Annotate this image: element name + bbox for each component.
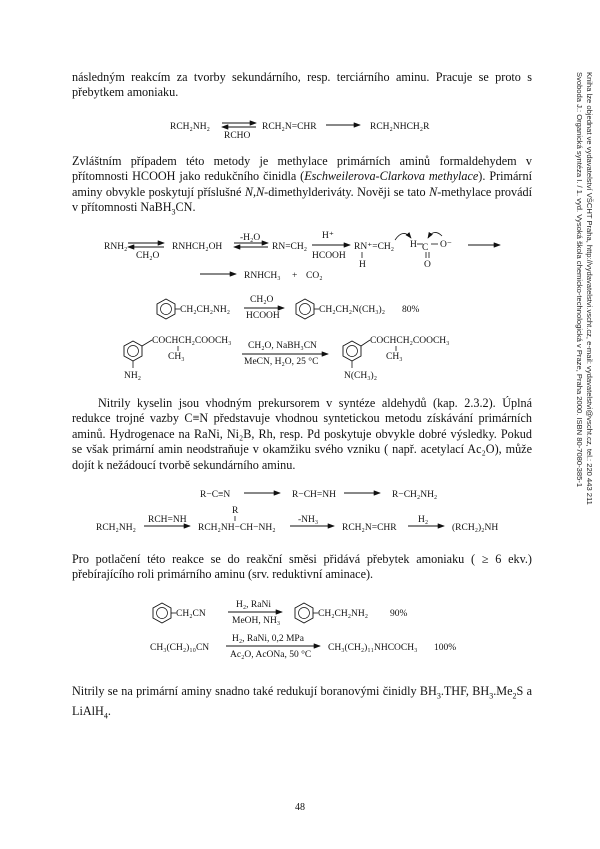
subscript-4: 4 xyxy=(103,711,108,721)
s3-ring-circle xyxy=(161,304,172,315)
s6-benzene-ring xyxy=(153,603,171,623)
s3-product-benzene-ring xyxy=(296,299,314,319)
s7-reactant: CH₃(CH₂)₁₀CN xyxy=(150,643,210,653)
paragraph-3 xyxy=(72,396,532,473)
paragraph-2-part-f: N xyxy=(429,184,438,199)
s2-curved-arrow-1 xyxy=(395,233,411,240)
s5-reactant: RCH₂NH₂ xyxy=(96,523,136,533)
s5-r-label: R xyxy=(232,506,239,516)
s2-curved-arrow-2 xyxy=(428,232,442,238)
paragraph-2-part-g: -methylace provádí v přítomnosti NaBH xyxy=(72,184,533,215)
paragraph-2 xyxy=(72,154,532,220)
s7-yield: 100% xyxy=(434,643,457,653)
s5-nitrile: R−C≡N xyxy=(200,490,231,500)
s4-product-substituent: COCHCH₂COOCH₃ xyxy=(370,336,450,346)
s5-reagent-3: H₂ xyxy=(418,515,429,525)
paragraph-2-part-e: -dimethylderiváty. Nověji se tato xyxy=(264,184,430,199)
s6-reactant: CH₂CN xyxy=(176,609,206,619)
citation-sidebar-svg xyxy=(568,70,598,570)
s2-reactant: RNH₂ xyxy=(104,242,128,252)
s6-reagent-top: H₂, RaNi xyxy=(236,600,271,610)
s5-intermediate: RCH₂N=CHR xyxy=(342,523,397,533)
scheme-benzyl-cyanide-hydrogenation xyxy=(153,600,408,626)
s5-reagent-1: RCH=NH xyxy=(148,515,187,525)
s3-product-ring-circle xyxy=(300,304,311,315)
s2-plus: + xyxy=(292,271,298,281)
paragraph-5-part-a: Nitrily se na primární aminy snadno také redukují boranovými činidly BH xyxy=(72,684,437,698)
paragraph-2-part-h: CN. xyxy=(175,200,196,215)
s6-product-ring-circle xyxy=(299,608,310,619)
s2-intermediate-1: RNHCH₂OH xyxy=(172,242,223,252)
paragraph-5-part-b: .THF, BH xyxy=(440,684,490,698)
scheme-nitrile-reduction-side-reaction xyxy=(96,490,498,533)
paragraph-2-part-b: Eschweilerova-Clarkova methylace xyxy=(304,169,479,184)
s6-product-benzene-ring xyxy=(295,603,313,623)
s4-product-ring-circle xyxy=(347,346,358,357)
s1-reactant: RCH₂NH₂ xyxy=(170,122,210,132)
s4-reagent-top: CH₂O, NaBH₃CN xyxy=(248,341,317,351)
paragraph-2-part-a: Zvláštním případem této metody je methylace primárních aminů formaldehydem v přítomnosti HCOOH jako redukčního činidla ( xyxy=(72,154,532,184)
s3-reactant: CH₂CH₂NH₂ xyxy=(180,305,231,315)
citation-sidebar xyxy=(568,70,598,570)
s2-product: RNHCH₃ xyxy=(244,271,281,281)
s1-reagent: RCHO xyxy=(224,131,251,141)
paragraph-2-part-d: N,N xyxy=(244,184,265,199)
paragraph-5 xyxy=(72,684,532,724)
s2-reagent-4: HCOOH xyxy=(312,251,346,261)
s6-ring-circle xyxy=(157,608,168,619)
s2-reagent-1: CH₂O xyxy=(136,251,160,261)
s2-h-label: H xyxy=(359,260,366,270)
scheme-phenethylamine-methylation xyxy=(157,295,420,321)
s3-benzene-ring xyxy=(157,299,175,319)
paragraph-3-text: Nitrily kyselin jsou vhodným prekursorem v syntéze aldehydů (kap. 2.3.2). Úplná redukce trojné vazby C≡N představuje vhodnou syntetickou metodu získávání primárních aminů. Hydrogenace na RaNi, Ni₂B, Rh, resp. Pd poskytuje obvykle dobré výsledky. Pokud se však primární amin neodstraňuje v okamžiku svého vzniku ( např. acetylací Ac₂O), může dojít k nežádoucí tvorbě sekundárního aminu. xyxy=(72,396,532,472)
s3-product: CH₂CH₂N(CH₃)₂ xyxy=(319,305,386,315)
paragraph-5-part-c: .Me xyxy=(493,684,513,698)
s1-product: RCH₂NHCH₂R xyxy=(370,122,430,132)
s4-reagent-bottom: MeCN, H₂O, 25 °C xyxy=(244,357,319,367)
paragraph-2-part-c: ). Primární aminy obvykle poskytují příslušné xyxy=(72,169,532,199)
scheme-eschweiler-clarke-mechanism xyxy=(104,231,500,281)
s4-product-benzene-ring xyxy=(343,341,361,361)
scheme-aliphatic-nitrile-hydrogenation xyxy=(150,634,456,660)
subscript-2: 2 xyxy=(512,691,517,701)
s7-reagent-bottom: Ac₂O, AcONa, 50 °C xyxy=(230,650,312,660)
subscript-3: 3 xyxy=(171,207,176,217)
paragraph-4-text: Pro potlačení této reakce se do reakční směsi přidává přebytek amoniaku ( ≥ 6 ekv.) přebírajícího roli primárního aminu (srv. reduktivní aminace). xyxy=(72,552,532,582)
s5-amine: R−CH₂NH₂ xyxy=(392,490,438,500)
s5-product: (RCH₂)₂NH xyxy=(452,523,499,533)
s2-intermediate-2: RN=CH₂ xyxy=(272,242,308,252)
s4-benzene-ring xyxy=(124,341,142,361)
paragraph-5-part-d: S a LiAlH xyxy=(72,684,532,718)
s5-aminal: RCH₂NH−CH−NH₂ xyxy=(198,523,276,533)
s2-formate-o-minus: O⁻ xyxy=(440,240,452,250)
s3-yield: 80% xyxy=(402,305,420,315)
page-number: 48 xyxy=(295,802,305,813)
subscript-3: 3 xyxy=(489,691,494,701)
s6-yield: 90% xyxy=(390,609,408,619)
citation-line-1: Svoboda J.: Organická syntéza I. / 1. vyd. Vysoká škola chemicko-technologická v Praze, Praha 2000. ISBN 80-7080-385-1 xyxy=(575,72,584,488)
s2-reagent-3: H⁺ xyxy=(322,231,334,241)
s2-formate-h: H xyxy=(410,240,417,250)
paragraph-1 xyxy=(72,70,532,101)
paragraph-1-text: následným reakcím za tvorby sekundárního, resp. terciárního aminu. Pracuje se proto s přebytkem amoniaku. xyxy=(72,70,532,100)
s4-substituent: COCHCH₂COOCH₃ xyxy=(152,336,232,346)
s6-product: CH₂CH₂NH₂ xyxy=(318,609,369,619)
paragraph-5-part-e: . xyxy=(107,703,111,718)
s3-reagent-top: CH₂O xyxy=(250,295,274,305)
s4-ring-circle xyxy=(128,346,139,357)
subscript-3: 3 xyxy=(436,691,441,701)
s1-intermediate: RCH₂N=CHR xyxy=(262,122,317,132)
s7-reagent-top: H₂, RaNi, 0,2 MPa xyxy=(232,634,304,644)
s2-formate-o: O xyxy=(424,260,431,270)
s4-methyl: CH₃ xyxy=(168,352,185,362)
s4-product-ring-bond xyxy=(361,340,370,346)
paragraph-4 xyxy=(72,552,532,583)
scheme-reductive-amination xyxy=(170,122,430,141)
citation-line-2: Kniha lze objednat ve vydavatelství VŠCHT Praha, http://vydavatelstvi.vscht.cz, e-mail: vydavatelstvi@vscht.cz, tel.: 220 443 211 xyxy=(585,72,594,505)
s5-reagent-2: -NH₃ xyxy=(298,515,319,525)
s6-reagent-bottom: MeOH, NH₃ xyxy=(232,616,281,626)
s7-product: CH₃(CH₂)₁₁NHCOCH₃ xyxy=(328,643,418,653)
s4-product-methyl: CH₃ xyxy=(386,352,403,362)
scheme-aryl-amine-methylation xyxy=(124,336,449,381)
s4-product-amine: N(CH₃)₂ xyxy=(344,371,378,381)
s2-coproduct: CO₂ xyxy=(306,271,323,281)
s4-amine: NH₂ xyxy=(124,371,142,381)
s2-formate-c: C xyxy=(422,243,429,253)
s5-imine: R−CH=NH xyxy=(292,490,336,500)
s2-iminium: RN⁺=CH₂ xyxy=(354,242,395,252)
s4-ring-bond-1 xyxy=(142,340,152,346)
s3-reagent-bottom: HCOOH xyxy=(246,311,280,321)
s2-reagent-2: -H₂O xyxy=(240,233,261,243)
